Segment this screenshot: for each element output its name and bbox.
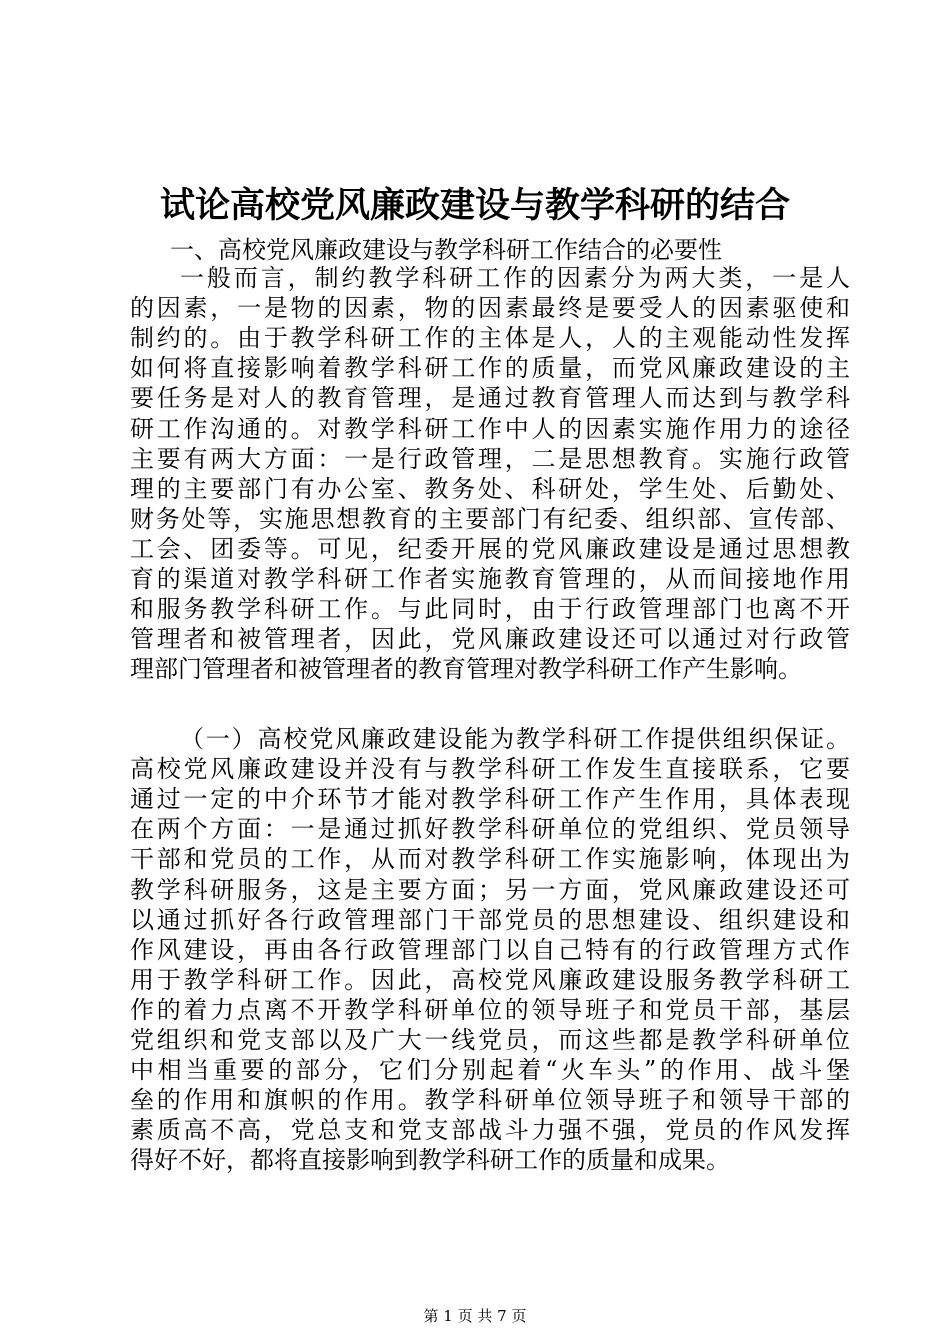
paragraph-line: 和服务教学科研工作。与此同时，由于行政管理部门也离不开: [130, 595, 850, 624]
section-heading: 一、高校党风廉政建设与教学科研工作结合的必要性: [170, 236, 722, 264]
paragraph-line: 一般而言，制约教学科研工作的因素分为两大类，一是人: [180, 264, 850, 292]
paragraph-line: 垒的作用和旗帜的作用。教学科研单位领导班子和领导干部的: [130, 1086, 850, 1115]
paragraph-line: 主要有两大方面：一是行政管理，二是思想教育。实施行政管: [130, 444, 850, 473]
paragraph-line: 通过一定的中介环节才能对教学科研工作产生作用，具体表现: [130, 785, 850, 814]
paragraph-line: （一）高校党风廉政建设能为教学科研工作提供组织保证。: [180, 725, 850, 753]
paragraph-line: 党组织和党支部以及广大一线党员，而这些都是教学科研单位: [130, 1026, 850, 1054]
paragraph-line: 以通过抓好各行政管理部门干部党员的思想建设、组织建设和: [130, 905, 850, 934]
paragraph-line: 高校党风廉政建设并没有与教学科研工作发生直接联系，它要: [130, 755, 850, 784]
paragraph-line: 财务处等，实施思想教育的主要部门有纪委、组织部、宣传部、: [130, 504, 850, 533]
paragraph-line: 教学科研服务，这是主要方面；另一方面，党风廉政建设还可: [130, 875, 850, 904]
paragraph-line: 工会、团委等。可见，纪委开展的党风廉政建设是通过思想教: [130, 534, 850, 563]
paragraph-line: 育的渠道对教学科研工作者实施教育管理的，从而间接地作用: [130, 565, 850, 593]
paragraph-line: 的因素，一是物的因素，物的因素最终是要受人的因素驱使和: [130, 294, 850, 323]
paragraph-line: 理部门管理者和被管理者的教育管理对教学科研工作产生影响。: [130, 655, 802, 684]
paragraph-line: 素质高不高，党总支和党支部战斗力强不强，党员的作风发挥: [130, 1116, 850, 1145]
paragraph-line: 要任务是对人的教育管理，是通过教育管理人而达到与教学科: [130, 384, 850, 413]
paragraph-line: 中相当重要的部分，它们分别起着“火车头”的作用、战斗堡: [130, 1056, 850, 1085]
paragraph-line: 在两个方面：一是通过抓好教学科研单位的党组织、党员领导: [130, 815, 850, 844]
page-indicator: 第 1 页 共 7 页: [423, 1307, 527, 1325]
paragraph-line: 如何将直接影响着教学科研工作的质量，而党风廉政建设的主: [130, 354, 850, 383]
paragraph-line: 用于教学科研工作。因此，高校党风廉政建设服务教学科研工: [130, 965, 850, 994]
paragraph-line: 作的着力点离不开教学科研单位的领导班子和党员干部，基层: [130, 995, 850, 1024]
paragraph-line: 干部和党员的工作，从而对教学科研工作实施影响，体现出为: [130, 845, 850, 874]
document-title: 试论高校党风廉政建设与教学科研的结合: [159, 185, 790, 226]
paragraph-line: 管理者和被管理者，因此，党风廉政建设还可以通过对行政管: [130, 625, 850, 654]
paragraph-line: 制约的。由于教学科研工作的主体是人，人的主观能动性发挥: [130, 324, 850, 353]
paragraph-line: 理的主要部门有办公室、教务处、科研处，学生处、后勤处、: [130, 474, 850, 503]
paragraph-line: 作风建设，再由各行政管理部门以自己特有的行政管理方式作: [130, 935, 850, 964]
paragraph-line: 得好不好，都将直接影响到教学科研工作的质量和成果。: [130, 1146, 730, 1175]
paragraph-line: 研工作沟通的。对教学科研工作中人的因素实施作用力的途径: [130, 414, 850, 443]
